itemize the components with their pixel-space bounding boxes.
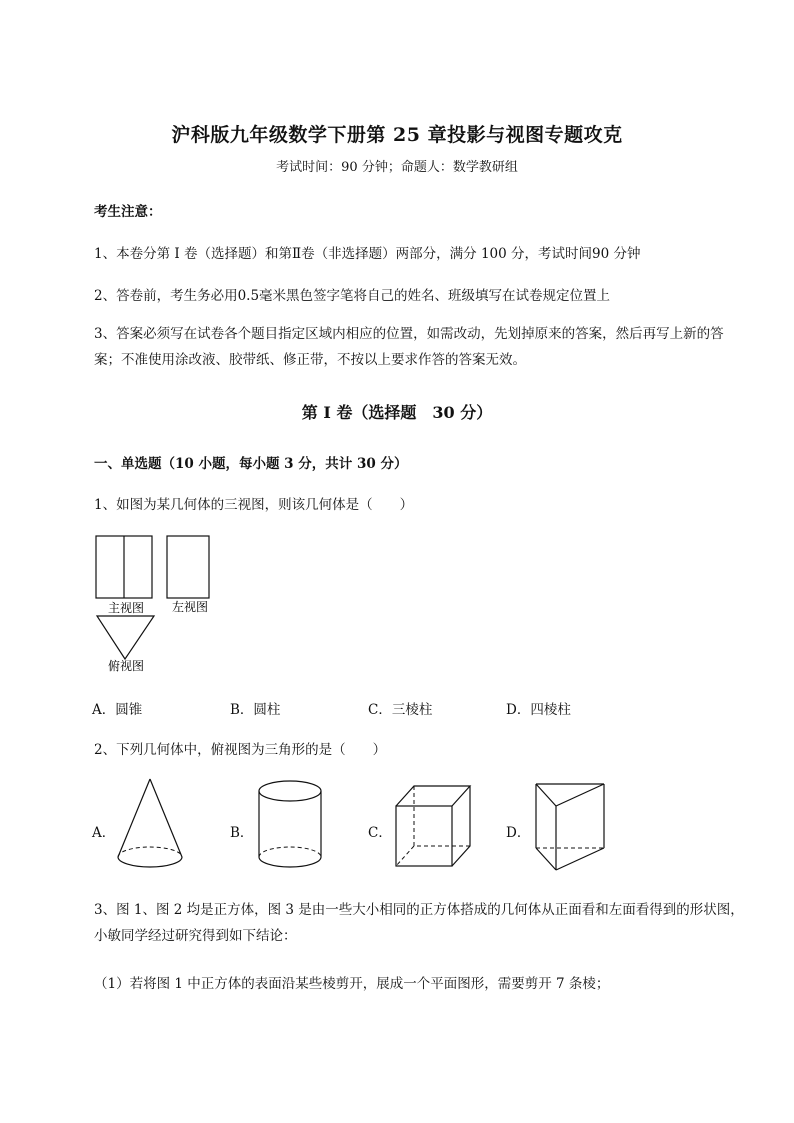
- q2-option-b-letter[interactable]: B．: [230, 825, 254, 841]
- triangular-prism-figure[interactable]: [530, 778, 610, 874]
- q2-option-c-letter[interactable]: C．: [368, 825, 392, 841]
- notice-heading: 考生注意：: [94, 204, 162, 220]
- top-view-label: 俯视图: [107, 659, 145, 673]
- question-1-stem: 1、如图为某几何体的三视图，则该几何体是（ ）: [94, 497, 414, 513]
- cone-figure[interactable]: [112, 775, 188, 873]
- exam-info: 考试时间：90 分钟；命题人：数学教研组: [276, 160, 518, 175]
- cube-figure[interactable]: [390, 780, 476, 872]
- q2-option-d-letter[interactable]: D．: [506, 825, 531, 841]
- notice-item-1: 1、本卷分第 I 卷（选择题）和第Ⅱ卷（非选择题）两部分，满分 100 分，考试时间90 分钟: [94, 246, 641, 262]
- top-view-triangle: [97, 616, 154, 659]
- question-3-conclusion-1: （1）若将图 1 中正方体的表面沿某些棱剪开，展成一个平面图形，需要剪开 7 条棱；: [94, 976, 610, 992]
- q1-option-d[interactable]: D．四棱柱: [506, 702, 571, 718]
- q1-three-view-figure: [90, 532, 230, 682]
- part-one-heading: 一、单选题（10 小题，每小题 3 分，共计 30 分）: [94, 456, 408, 472]
- left-view-rect: [167, 536, 209, 598]
- q1-option-c[interactable]: C．三棱柱: [368, 702, 433, 718]
- question-3-stem: 3、图 1、图 2 均是正方体，图 3 是由一些大小相同的正方体搭成的几何体从正面看和左面看得到的形状图，小敏同学经过研究得到如下结论：: [94, 902, 744, 944]
- question-2-stem: 2、下列几何体中，俯视图为三角形的是（ ）: [94, 742, 387, 758]
- page-title: 沪科版九年级数学下册第 25 章投影与视图专题攻克: [171, 124, 623, 146]
- front-view-label: 主视图: [107, 601, 145, 615]
- section-title: 第 I 卷（选择题 30 分）: [301, 403, 493, 422]
- q2-option-a-letter[interactable]: A．: [92, 825, 116, 841]
- q1-option-a[interactable]: A．圆锥: [92, 702, 143, 718]
- cylinder-figure[interactable]: [252, 775, 328, 873]
- notice-item-2: 2、答卷前，考生务必用0.5毫米黑色签字笔将自己的姓名、班级填写在试卷规定位置上: [94, 288, 611, 304]
- left-view-label: 左视图: [171, 600, 209, 614]
- q1-option-b[interactable]: B．圆柱: [230, 702, 281, 718]
- notice-item-3: 3、答案必须写在试卷各个题目指定区域内相应的位置，如需改动，先划掉原来的答案，然后再写上新的答案；不准使用涂改液、胶带纸、修正带，不按以上要求作答的答案无效。: [94, 326, 724, 368]
